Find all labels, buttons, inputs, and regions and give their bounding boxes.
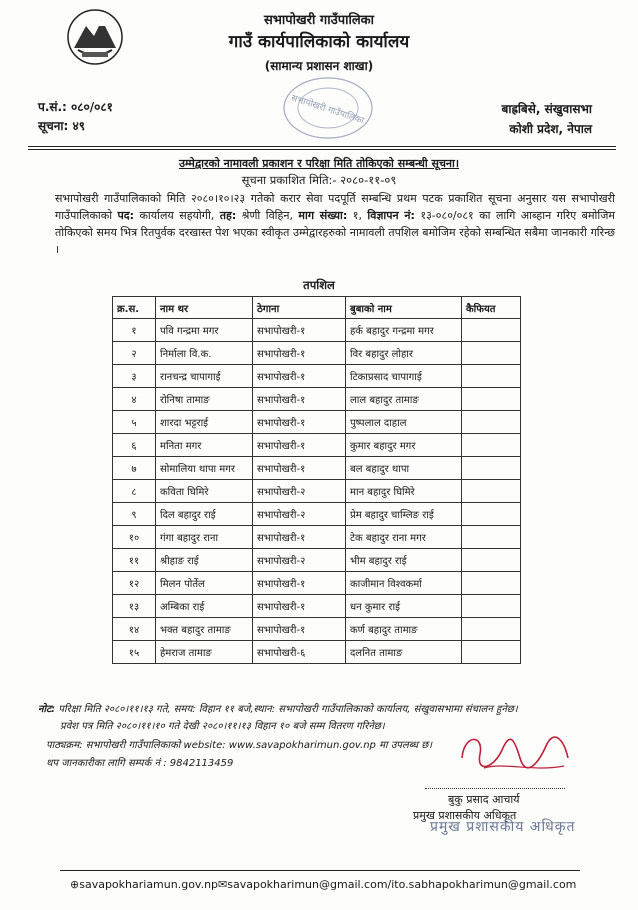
cell-name: अम्बिका राई bbox=[156, 595, 253, 618]
signer-name: बुकु प्रसाद आचार्य bbox=[448, 793, 520, 806]
cell-remarks bbox=[462, 365, 521, 388]
cell-father: दलनित तामाङ bbox=[346, 641, 462, 664]
cell-address: सभापोखरी-१ bbox=[253, 365, 346, 388]
divider bbox=[28, 146, 616, 147]
cell-name: पवि गन्द्रमा मगर bbox=[156, 319, 253, 342]
table-row bbox=[113, 342, 521, 365]
cell-address: सभापोखरी-१ bbox=[253, 411, 346, 434]
cell-remarks bbox=[462, 434, 521, 457]
table-row bbox=[113, 365, 521, 388]
address-line-2: कोशी प्रदेश, नेपाल bbox=[509, 122, 592, 136]
cell-father: भीम बहादुर राई bbox=[346, 549, 462, 572]
candidate-table bbox=[112, 296, 521, 664]
table-row bbox=[113, 434, 521, 457]
cell-father: धन कुमार राई bbox=[346, 595, 462, 618]
table-caption: तपशिल bbox=[303, 278, 335, 292]
cell-father: काजीमान विश्वकर्मा bbox=[346, 572, 462, 595]
ref-number: प.सं.: ०८०/०८१ bbox=[38, 100, 113, 114]
cell-father: हर्क बहादुर गन्द्रमा मगर bbox=[346, 319, 462, 342]
cell-father: विर बहादुर लोहार bbox=[346, 342, 462, 365]
cell-father: टेक बहादुर राना मगर bbox=[346, 526, 462, 549]
cell-father: बल बहादुर थापा bbox=[346, 457, 462, 480]
notice-number: सूचना: ४९ bbox=[38, 119, 85, 133]
cell-name: रोनिषा तामाङ bbox=[156, 388, 253, 411]
address-line-1: बाह्रबिसे, संखुवासभा bbox=[501, 102, 592, 116]
table-row bbox=[113, 480, 521, 503]
cell-name: श्रीहाङ राई bbox=[156, 549, 253, 572]
cell-remarks bbox=[462, 618, 521, 641]
cell-remarks bbox=[462, 480, 521, 503]
cell-name: भक्त बहादुर तामाङ bbox=[156, 618, 253, 641]
cell-serial: ६ bbox=[113, 434, 156, 457]
cell-remarks bbox=[462, 342, 521, 365]
cell-remarks bbox=[462, 526, 521, 549]
notice-paragraph: सभापोखरी गाउँपालिकाको मिति २०८०।१०।२३ गतेको करार सेवा पदपूर्ति सम्बन्धि प्रथम पटक प्रकाशित सूचना अनुसार यस सभापोखरी गाउँपालिकाको पद: कार्यालय सहयोगी, तह: श्रेणी विहिन, माग संख्या: १, विज्ञापन नं: १३-०८०/०८१ का लागि आब्हान गरिए बमोजिम तोकिएको समय भित्र रितपुर्वक दरखास्त पेश भएका स्वीकृत उम्मेद्वारहरुको नामावली तपशिल बमोजिम रहेको सम्बन्धित सबैमा जानकारी गरिन्छ । bbox=[55, 192, 615, 256]
cell-address: सभापोखरी-१ bbox=[253, 457, 346, 480]
cell-name: हेमराज तामाङ bbox=[156, 641, 253, 664]
office-name: गाउँ कार्यपालिकाको कार्यालय bbox=[228, 32, 410, 52]
cell-name: दिल बहादुर राई bbox=[156, 503, 253, 526]
cell-serial: १० bbox=[113, 526, 156, 549]
cell-name: मनिता मगर bbox=[156, 434, 253, 457]
cell-serial: ३ bbox=[113, 365, 156, 388]
table-row bbox=[113, 319, 521, 342]
cell-serial: १५ bbox=[113, 641, 156, 664]
cell-father: टिकाप्रसाद चापागाई bbox=[346, 365, 462, 388]
cell-address: सभापोखरी-१ bbox=[253, 319, 346, 342]
cell-name: निर्माला वि.क. bbox=[156, 342, 253, 365]
cell-remarks bbox=[462, 572, 521, 595]
cell-remarks bbox=[462, 641, 521, 664]
footer-website[interactable]: savapokhariamun.gov.np bbox=[79, 878, 219, 891]
divider bbox=[28, 149, 616, 150]
table-row bbox=[113, 457, 521, 480]
cell-father: कुमार बहादुर मगर bbox=[346, 434, 462, 457]
cell-remarks bbox=[462, 595, 521, 618]
cell-father: मान बहादुर घिमिरे bbox=[346, 480, 462, 503]
note-line-3: पाठ्यक्रम: सभापोखरी गाउँपालिकाको website: www.savapokharimun.gov.np मा उपलब्ध छ। bbox=[46, 740, 433, 751]
cell-address: सभापोखरी-६ bbox=[253, 641, 346, 664]
cell-remarks bbox=[462, 388, 521, 411]
municipality-name: सभापोखरी गाउँपालिका bbox=[264, 13, 374, 28]
cell-remarks bbox=[462, 503, 521, 526]
signature bbox=[454, 728, 574, 780]
table-row bbox=[113, 572, 521, 595]
cell-name: रानचन्द्र चापागाई bbox=[156, 365, 253, 388]
cell-address: सभापोखरी-१ bbox=[253, 342, 346, 365]
cell-remarks bbox=[462, 457, 521, 480]
cell-father: प्रेम बहादुर चाम्लिङ राई bbox=[346, 503, 462, 526]
cell-name: शारदा भट्टराई bbox=[156, 411, 253, 434]
cell-serial: ८ bbox=[113, 480, 156, 503]
footer-divider bbox=[60, 870, 580, 871]
table-row bbox=[113, 549, 521, 572]
table-row bbox=[113, 503, 521, 526]
cell-remarks bbox=[462, 549, 521, 572]
cell-address: सभापोखरी-१ bbox=[253, 434, 346, 457]
cell-remarks bbox=[462, 411, 521, 434]
col-address: ठेगाना bbox=[253, 297, 346, 319]
cell-serial: ११ bbox=[113, 549, 156, 572]
round-stamp bbox=[268, 72, 388, 144]
cell-serial: ४ bbox=[113, 388, 156, 411]
table-header-row bbox=[113, 297, 521, 319]
note-line-2: प्रवेश पत्र मिति २०८०।११।१० गते देखी २०८०।११।१३ विहान १० बजे सम्म वितरण गरिनेछ। bbox=[60, 721, 385, 732]
cell-address: सभापोखरी-२ bbox=[253, 480, 346, 503]
note-line-1: नोट: परिक्षा मिति २०८०।११।१३ गते, समय: विहान ११ बजे,स्थान: सभापोखरी गाउँपालिकाको कार्यालय, संखुवासभामा संचालन हुनेछ। bbox=[38, 704, 518, 715]
email-icon: ✉ bbox=[218, 878, 228, 891]
cell-serial: १३ bbox=[113, 595, 156, 618]
cell-address: सभापोखरी-२ bbox=[253, 503, 346, 526]
table-row bbox=[113, 526, 521, 549]
signer-title: प्रमुख प्रशासकीय अधिकृत bbox=[413, 809, 517, 822]
cell-name: सोमालिया थापा मगर bbox=[156, 457, 253, 480]
note-line-4: थप जानकारीका लागि सम्पर्क नं : 9842113459 bbox=[46, 758, 234, 769]
cell-address: सभापोखरी-१ bbox=[253, 572, 346, 595]
cell-serial: १ bbox=[113, 319, 156, 342]
cell-serial: ७ bbox=[113, 457, 156, 480]
cell-father: कर्ण बहादुर तामाङ bbox=[346, 618, 462, 641]
table-row bbox=[113, 388, 521, 411]
table-row bbox=[113, 641, 521, 664]
footer-contacts bbox=[70, 878, 576, 891]
globe-icon: ⊕ bbox=[70, 878, 80, 891]
cell-serial: १४ bbox=[113, 618, 156, 641]
cell-address: सभापोखरी-१ bbox=[253, 388, 346, 411]
notice-title: उम्मेद्वारको नामावली प्रकाशन र परिक्षा मिति तोकिएको सम्बन्धी सूचना। bbox=[178, 157, 460, 170]
stamp-text: सभापोखरी गाउँपालिका bbox=[289, 93, 366, 127]
col-father: बुबाको नाम bbox=[346, 297, 462, 319]
cell-name: कविता घिमिरे bbox=[156, 480, 253, 503]
cell-father: लाल बहादुर तामाङ bbox=[346, 388, 462, 411]
signature-line bbox=[425, 788, 565, 789]
cell-serial: २ bbox=[113, 342, 156, 365]
col-remarks: कैफियत bbox=[462, 297, 521, 319]
cell-address: सभापोखरी-२ bbox=[253, 549, 346, 572]
cell-address: सभापोखरी-१ bbox=[253, 595, 346, 618]
col-serial: क्र.स. bbox=[113, 297, 156, 319]
cell-remarks bbox=[462, 319, 521, 342]
table-row bbox=[113, 411, 521, 434]
published-date: सूचना प्रकाशित मिति:- २०८०-११-०९ bbox=[241, 173, 397, 187]
cell-serial: ९ bbox=[113, 503, 156, 526]
table-row bbox=[113, 595, 521, 618]
cell-address: सभापोखरी-१ bbox=[253, 618, 346, 641]
col-name: नाम थर bbox=[156, 297, 253, 319]
branch-name: (सामान्य प्रशासन शाखा) bbox=[264, 59, 374, 73]
cell-serial: ५ bbox=[113, 411, 156, 434]
cell-name: मिलन पोर्तेल bbox=[156, 572, 253, 595]
cell-name: गंगा बहादुर राना bbox=[156, 526, 253, 549]
table-row bbox=[113, 618, 521, 641]
footer-email[interactable]: savapokharimun@gmail.com/ito.sabhapokharimun@gmail.com bbox=[227, 878, 577, 891]
cell-serial: १२ bbox=[113, 572, 156, 595]
official-stamp: प्रमुख प्रशासकीय अधिकृत bbox=[430, 819, 576, 835]
cell-father: पुष्पलाल दाहाल bbox=[346, 411, 462, 434]
cell-address: सभापोखरी-१ bbox=[253, 526, 346, 549]
